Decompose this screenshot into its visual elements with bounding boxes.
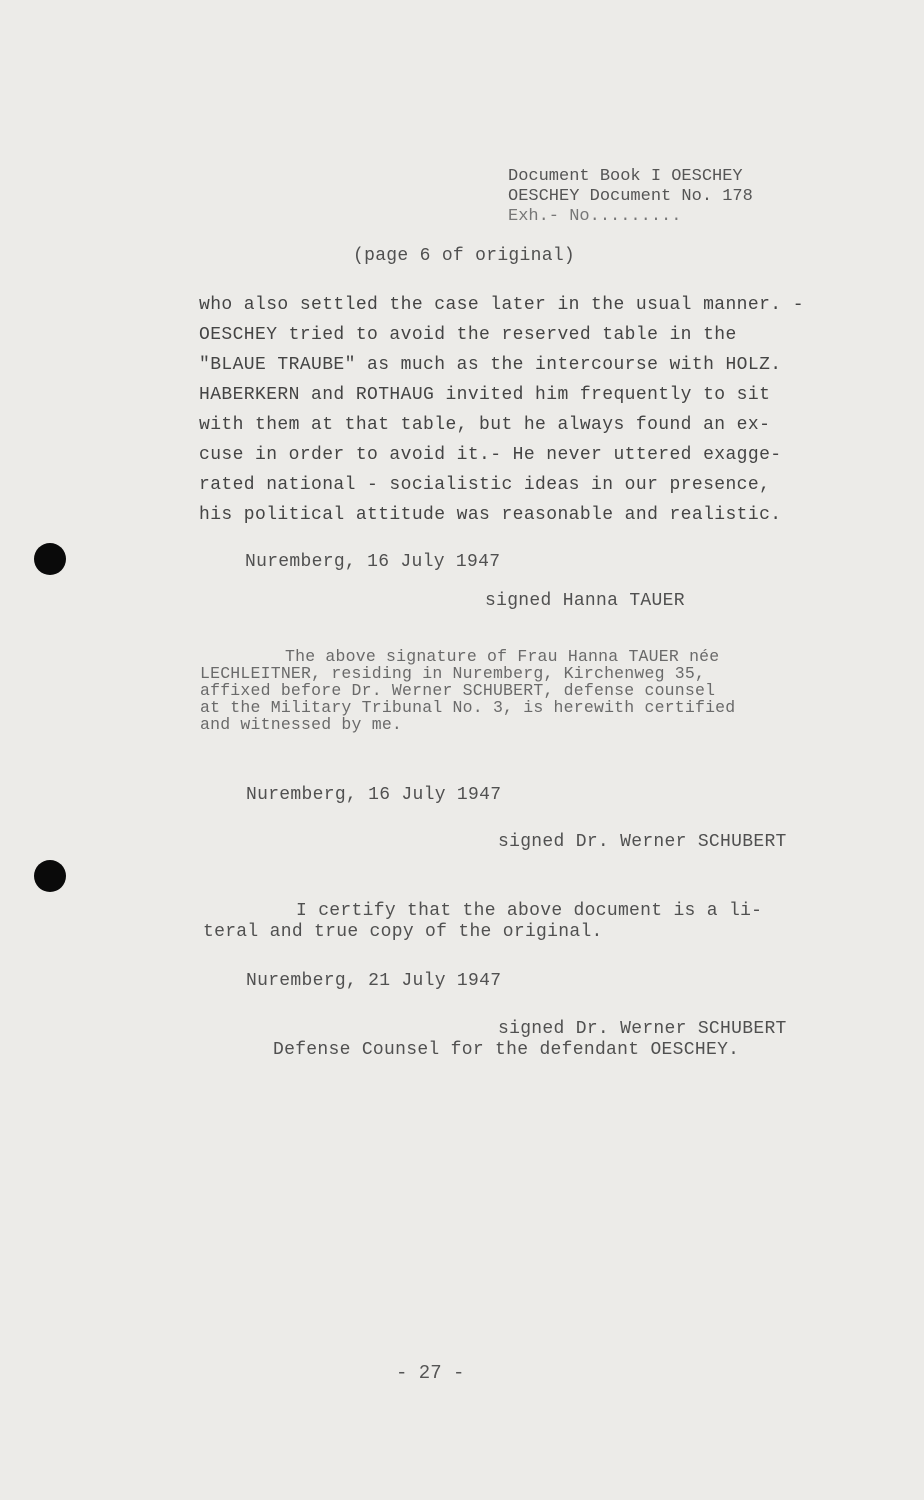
certification-line: affixed before Dr. Werner SCHUBERT, defense counsel <box>200 681 716 700</box>
date-line-2: Nuremberg, 16 July 1947 <box>246 785 502 805</box>
signature-schubert-1: signed Dr. Werner SCHUBERT <box>498 832 787 852</box>
paragraph-line: rated national - socialistic ideas in our presence, <box>199 475 771 495</box>
certification-line: LECHLEITNER, residing in Nuremberg, Kirchenweg 35, <box>200 664 706 683</box>
date-line-1: Nuremberg, 16 July 1947 <box>245 552 501 572</box>
page-note: (page 6 of original) <box>353 246 576 266</box>
certification-line: The above signature of Frau Hanna TAUER née <box>285 647 720 666</box>
header-doc-number: OESCHEY Document No. 178 <box>508 187 753 206</box>
signature-schubert-2: signed Dr. Werner SCHUBERT <box>498 1019 787 1039</box>
paragraph-line: his political attitude was reasonable and realistic. <box>199 505 782 525</box>
copy-cert-line: teral and true copy of the original. <box>203 922 603 942</box>
signature-tauer: signed Hanna TAUER <box>485 591 685 611</box>
certification-line: at the Military Tribunal No. 3, is herewith certified <box>200 698 736 717</box>
paragraph-line: cuse in order to avoid it.- He never uttered exagge- <box>199 445 782 465</box>
paragraph-line: with them at that table, but he always found an ex- <box>199 415 771 435</box>
defense-counsel-title: Defense Counsel for the defendant OESCHEY. <box>273 1040 740 1060</box>
date-line-3: Nuremberg, 21 July 1947 <box>246 971 502 991</box>
header-exhibit: Exh.- No......... <box>508 207 682 226</box>
page-number: - 27 - <box>396 1362 465 1384</box>
paragraph-line: who also settled the case later in the usual manner. - <box>199 295 804 315</box>
punch-hole-bottom <box>34 860 66 892</box>
paragraph-line: HABERKERN and ROTHAUG invited him frequently to sit <box>199 385 771 405</box>
copy-cert-line: I certify that the above document is a li- <box>296 901 763 921</box>
header-book: Document Book I OESCHEY <box>508 167 743 186</box>
paragraph-line: OESCHEY tried to avoid the reserved table in the <box>199 325 737 345</box>
punch-hole-top <box>34 543 66 575</box>
certification-line: and witnessed by me. <box>200 715 403 734</box>
paragraph-line: "BLAUE TRAUBE" as much as the intercourse with HOLZ. <box>199 355 782 375</box>
